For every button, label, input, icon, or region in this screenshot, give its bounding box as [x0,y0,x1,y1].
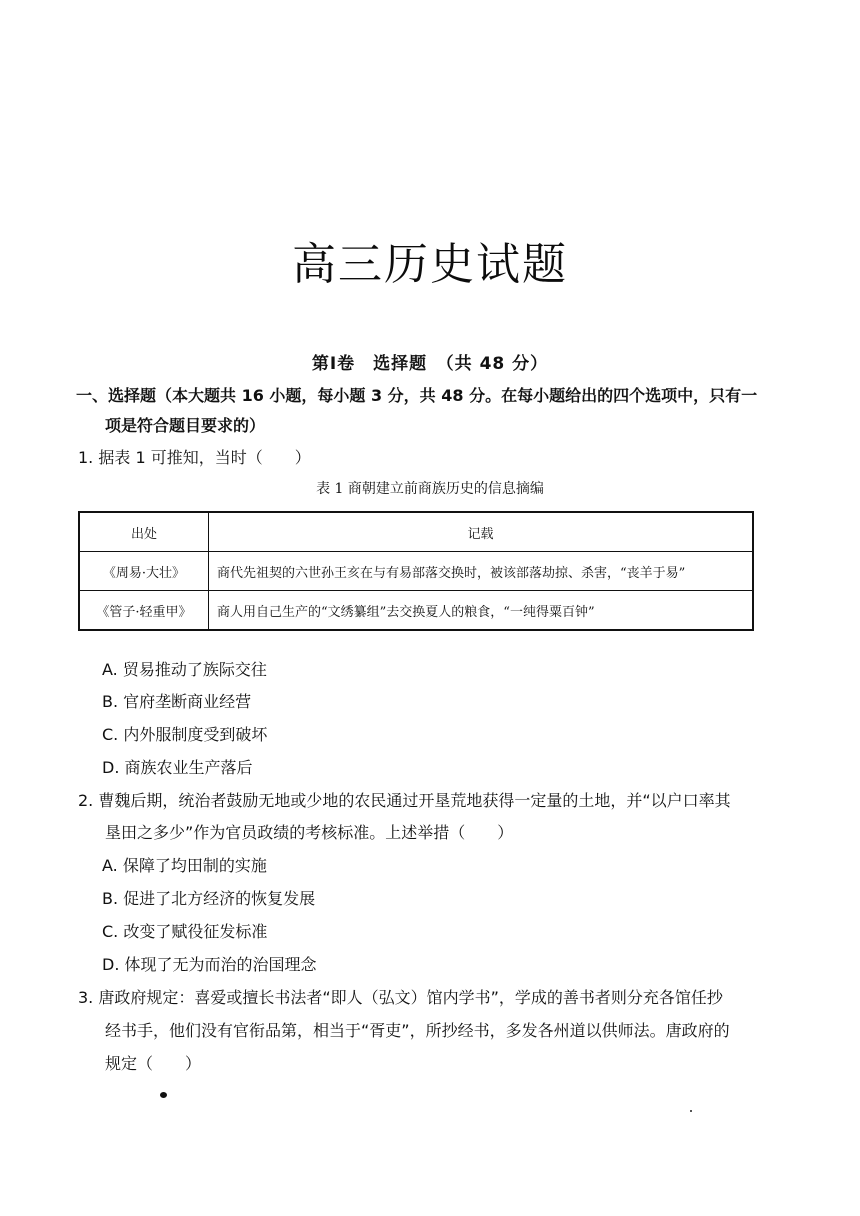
question-1-stem: 1. 据表 1 可推知，当时（ ） [78,448,311,467]
history-info-table [78,511,754,631]
table-row [79,552,753,591]
table-cell-source: 《管子·轻重甲》 [79,591,209,631]
table-cell-source: 《周易·大壮》 [79,552,209,591]
table-cell-record: 商人用自己生产的“文绣纂组”去交换夏人的粮食，“一纯得粟百钟” [209,591,754,631]
question-3-stem-line-2: 经书手，他们没有官衔品第，相当于“胥吏”，所抄经书，多发各州道以供师法。唐政府的 [105,1021,730,1040]
question-3-stem-line-3: 规定（ ） [105,1054,202,1073]
section-title: 第Ⅰ卷 选择题 （共 48 分） [311,354,549,374]
question-2-option-d: D. 体现了无为而治的治国理念 [102,955,317,974]
table-header-source: 出处 [79,512,209,552]
question-1-option-d: D. 商族农业生产落后 [102,758,253,777]
table-caption: 表 1 商朝建立前商族历史的信息摘编 [316,481,544,497]
instructions-line-2: 项是符合题目要求的） [105,416,266,435]
scan-speck [160,1092,167,1098]
question-2-stem-line-1: 2. 曹魏后期，统治者鼓励无地或少地的农民通过开垦荒地获得一定量的土地，并“以户口率其 [78,791,731,810]
scan-speck [690,1110,692,1112]
question-1-option-c: C. 内外服制度受到破坏 [102,725,268,744]
table-header-row [79,512,753,552]
question-1-option-b: B. 官府垄断商业经营 [102,692,252,711]
question-2-option-b: B. 促进了北方经济的恢复发展 [102,889,316,908]
table-header-record: 记载 [209,512,754,552]
table-cell-record: 商代先祖契的六世孙王亥在与有易部落交换时，被该部落劫掠、杀害，“丧羊于易” [209,552,754,591]
table-row [79,591,753,631]
page-title: 高三历史试题 [292,239,568,290]
question-2-stem-line-2: 垦田之多少”作为官员政绩的考核标准。上述举措（ ） [105,823,514,842]
question-1-option-a: A. 贸易推动了族际交往 [102,660,267,679]
question-2-option-a: A. 保障了均田制的实施 [102,856,267,875]
instructions-line-1: 一、选择题（本大题共 16 小题，每小题 3 分，共 48 分。在每小题给出的四个选项中，只有一 [76,386,758,405]
question-2-option-c: C. 改变了赋役征发标准 [102,922,268,941]
question-3-stem-line-1: 3. 唐政府规定：喜爱或擅长书法者“即人（弘文）馆内学书”，学成的善书者则分充各馆任抄 [78,988,723,1007]
